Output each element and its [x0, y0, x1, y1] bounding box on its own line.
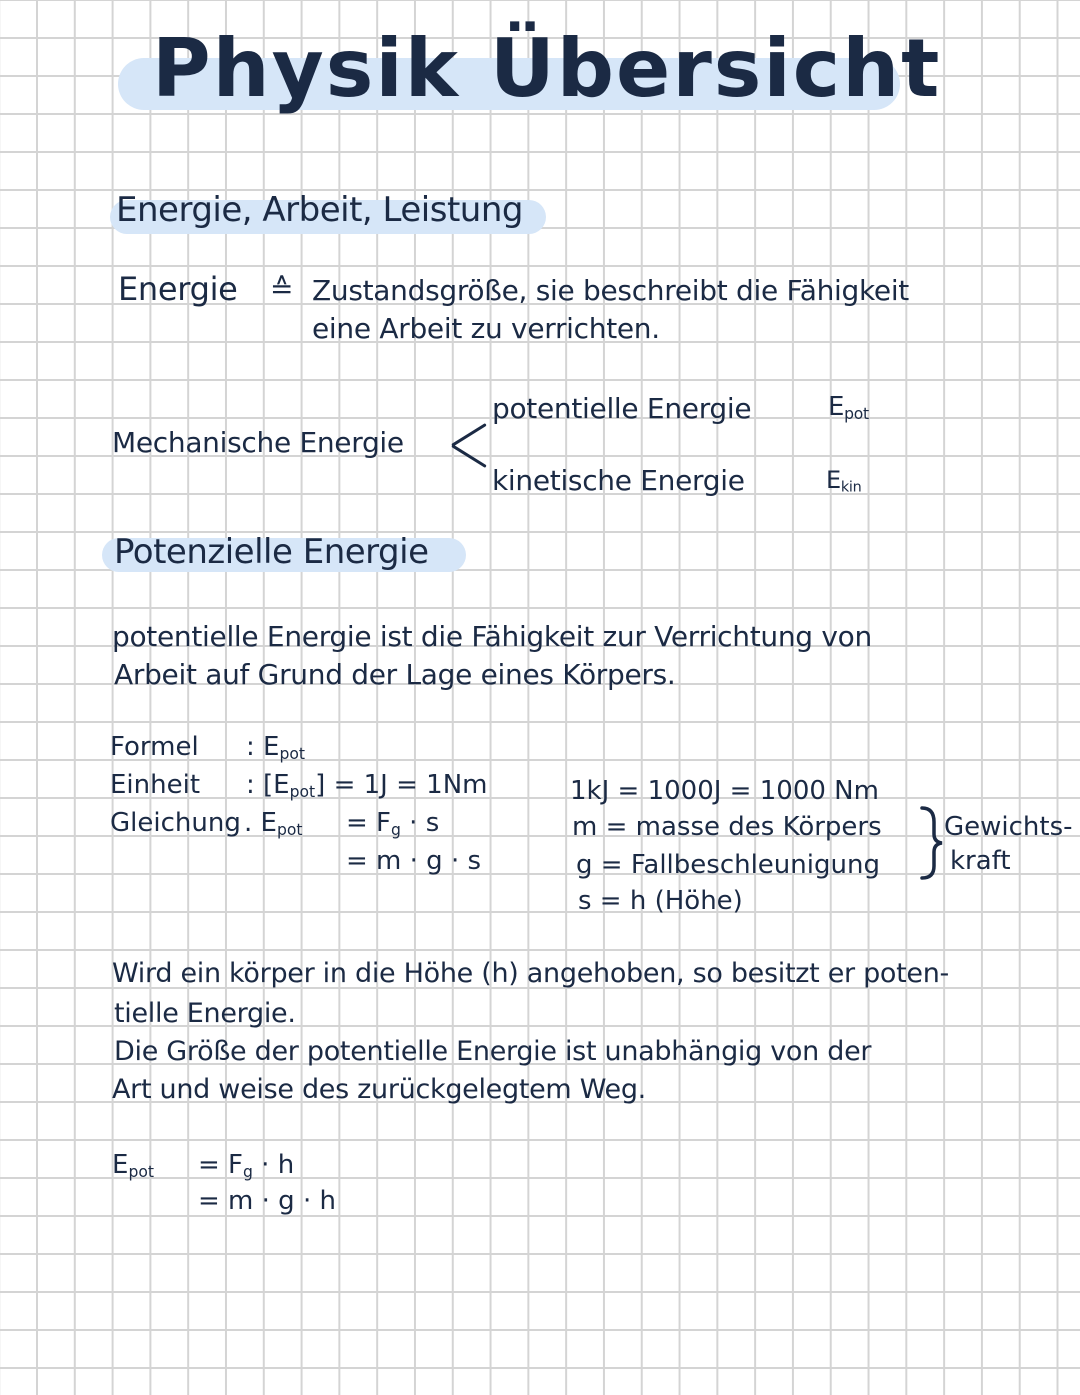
branch-line-down — [451, 444, 487, 468]
energie-definition-line2: eine Arbeit zu verrichten. — [312, 312, 660, 345]
branch-kinetic-label: kinetische Energie — [492, 464, 745, 497]
formel-value: : $E_{pot}$ — [246, 732, 306, 763]
gleichung-rhs1: = $F_g \cdot s$ — [346, 808, 440, 839]
brace-note-line1: Gewichts- — [944, 812, 1073, 842]
branch-kinetic-symbol: $E_{kin}$ — [826, 466, 862, 496]
branch-potential-label: potentielle Energie — [492, 392, 752, 425]
paragraph-line3: Die Größe der potentielle Energie ist unabhängig von der — [114, 1036, 872, 1067]
einheit-value: : $[E_{pot}] = 1J = 1Nm$ — [246, 770, 488, 801]
final-formula-rhs1: = $F_g \cdot h$ — [198, 1150, 295, 1181]
formel-label: Formel — [110, 732, 199, 762]
paragraph-line2: tielle Energie. — [114, 998, 296, 1029]
final-formula-rhs2: = m · g · h — [198, 1186, 336, 1216]
potential-definition-line2: Arbeit auf Grund der Lage eines Körpers. — [114, 658, 676, 691]
corresponds-symbol: ≙ — [270, 272, 294, 305]
page-title: Physik Übersicht — [152, 22, 942, 115]
einheit-label: Einheit — [110, 770, 201, 800]
energie-definition-line1: Zustandsgröße, sie beschreibt die Fähigkeit — [312, 274, 909, 307]
curly-brace-icon — [918, 804, 944, 882]
gleichung-label: Gleichung — [110, 808, 241, 838]
conversion-kj: 1kJ = 1000J = 1000 Nm — [570, 776, 879, 806]
variable-s: s = h (Höhe) — [578, 886, 743, 916]
mechanical-energy-root: Mechanische Energie — [112, 426, 404, 459]
gleichung-rhs2: = m · g · s — [346, 846, 482, 876]
energie-term: Energie — [118, 270, 238, 308]
branch-potential-symbol: $E_{pot}$ — [828, 392, 869, 423]
paragraph-line1: Wird ein körper in die Höhe (h) angehoben, so besitzt er poten- — [112, 958, 949, 989]
section1-heading: Energie, Arbeit, Leistung — [116, 190, 523, 230]
final-formula-lhs: $E_{pot}$ — [112, 1150, 154, 1181]
section2-heading: Potenzielle Energie — [114, 532, 429, 572]
variable-g: g = Fallbeschleunigung — [576, 850, 880, 880]
gleichung-lhs: . $E_{pot}$ — [244, 808, 303, 839]
potential-definition-line1: potentielle Energie ist die Fähigkeit zur Verrichtung von — [112, 620, 872, 653]
brace-note-line2: kraft — [950, 846, 1011, 876]
branch-line-up — [451, 423, 487, 447]
paragraph-line4: Art und weise des zurückgelegtem Weg. — [112, 1074, 646, 1105]
variable-m: m = masse des Körpers — [572, 812, 882, 842]
